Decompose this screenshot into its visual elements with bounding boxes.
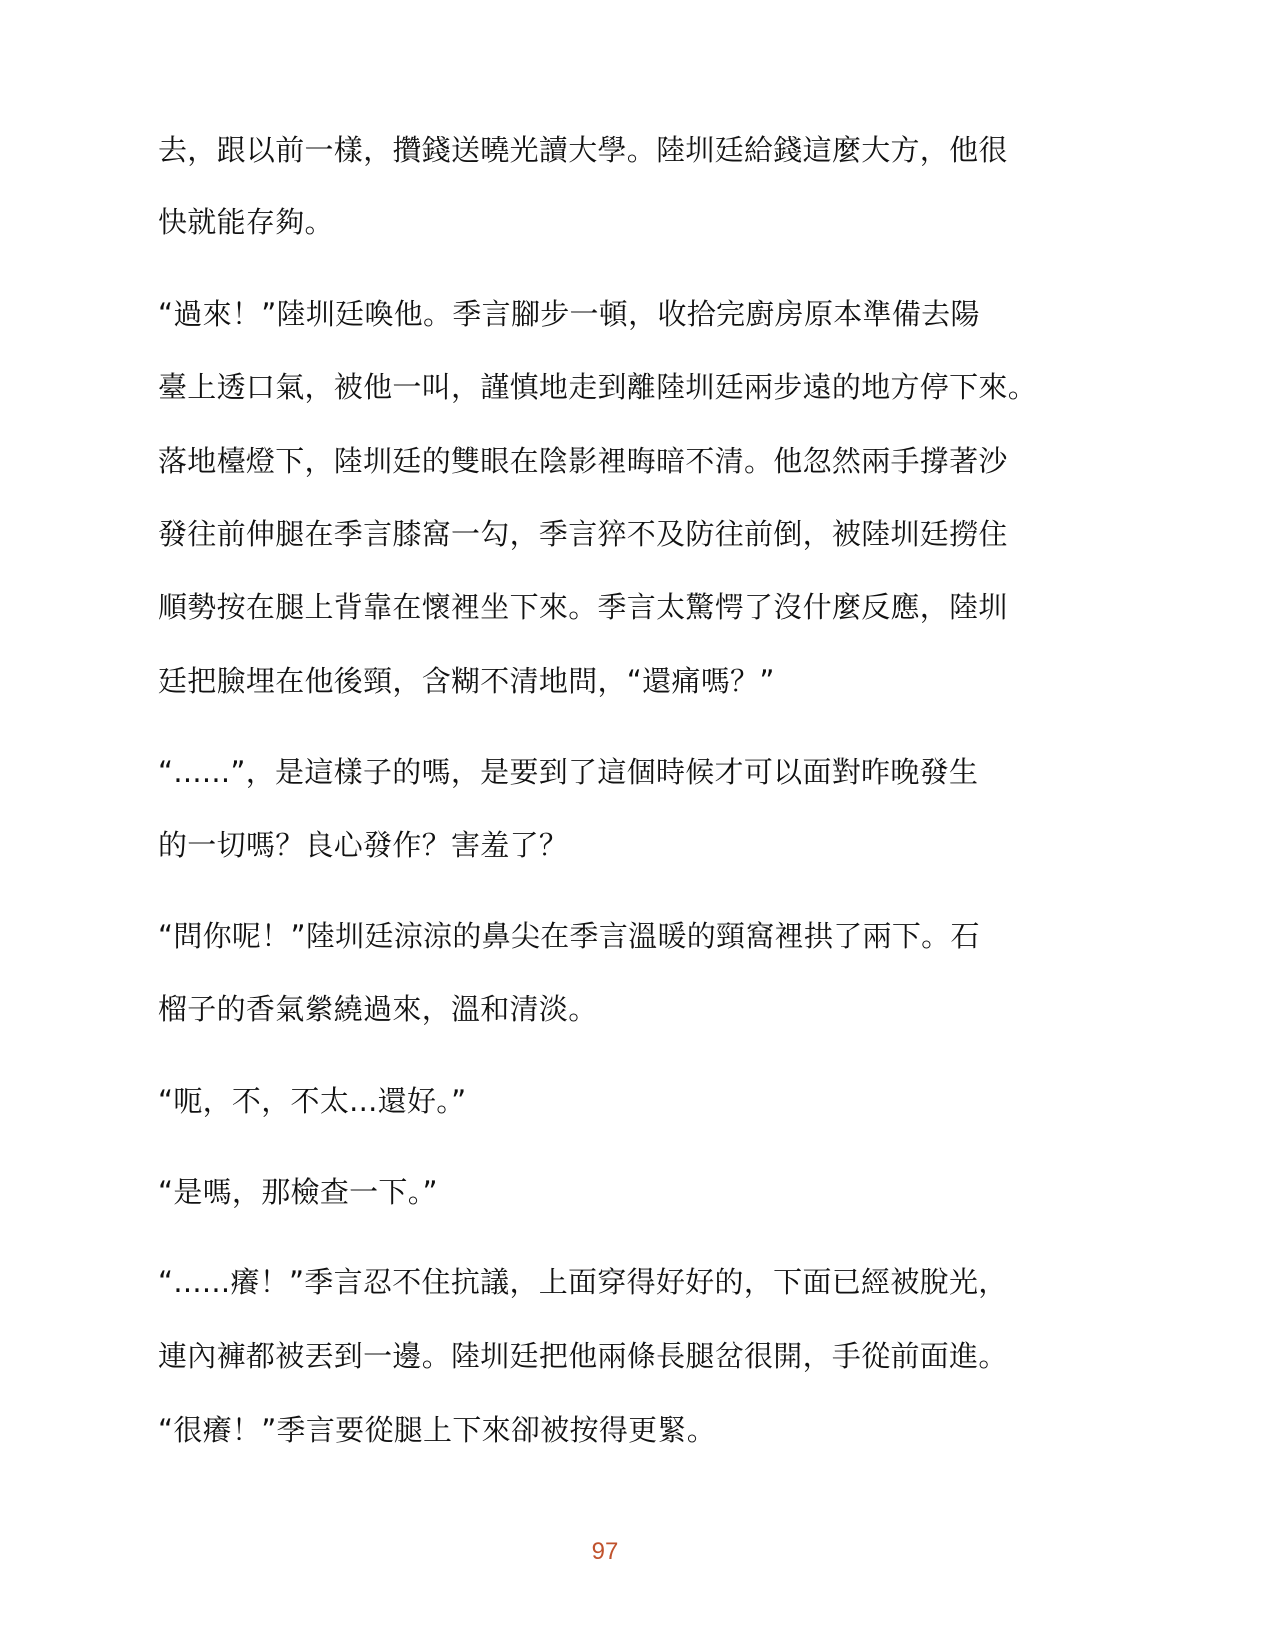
text-line-9: “......”，是這樣子的嗎，是要到了這個時候才可以面對昨晚發生 bbox=[158, 755, 979, 789]
text-line-5: 落地檯燈下，陸圳廷的雙眼在陰影裡晦暗不清。他忽然兩手撐著沙 bbox=[158, 444, 1008, 478]
text-line-14: “是嗎，那檢查一下。” bbox=[158, 1175, 438, 1209]
text-line-4: 臺上透口氣，被他一叫，謹慎地走到離陸圳廷兩步遠的地方停下來。 bbox=[158, 370, 1038, 404]
text-line-3: “過來！”陸圳廷喚他。季言腳步一頓，收拾完廚房原本準備去陽 bbox=[158, 297, 980, 331]
text-line-7: 順勢按在腿上背靠在懷裡坐下來。季言太驚愕了沒什麼反應，陸圳 bbox=[158, 590, 1008, 624]
text-line-13: “呃，不，不太...還好。” bbox=[158, 1084, 467, 1118]
text-line-10: 的一切嗎？良心發作？害羞了？ bbox=[158, 828, 569, 862]
text-line-1: 去，跟以前一樣，攢錢送曉光讀大學。陸圳廷給錢這麼大方，他很 bbox=[158, 133, 1008, 167]
text-line-12: 榴子的香氣縈繞過來，溫和清淡。 bbox=[158, 992, 598, 1026]
text-line-11: “問你呢！”陸圳廷涼涼的鼻尖在季言溫暖的頸窩裡拱了兩下。石 bbox=[158, 919, 980, 953]
text-line-17: “很癢！”季言要從腿上下來卻被按得更緊。 bbox=[158, 1413, 717, 1447]
text-line-2: 快就能存夠。 bbox=[158, 205, 334, 239]
text-line-15: “......癢！”季言忍不住抗議，上面穿得好好的，下面已經被脫光， bbox=[158, 1265, 1008, 1299]
text-line-6: 發往前伸腿在季言膝窩一勾，季言猝不及防往前倒，被陸圳廷撈住 bbox=[158, 517, 1008, 551]
page-number: 97 bbox=[591, 1538, 619, 1565]
text-line-8: 廷把臉埋在他後頸，含糊不清地問，“還痛嗎？” bbox=[158, 664, 775, 698]
text-line-16: 連內褲都被丟到一邊。陸圳廷把他兩條長腿岔很開，手從前面進。 bbox=[158, 1339, 1008, 1373]
